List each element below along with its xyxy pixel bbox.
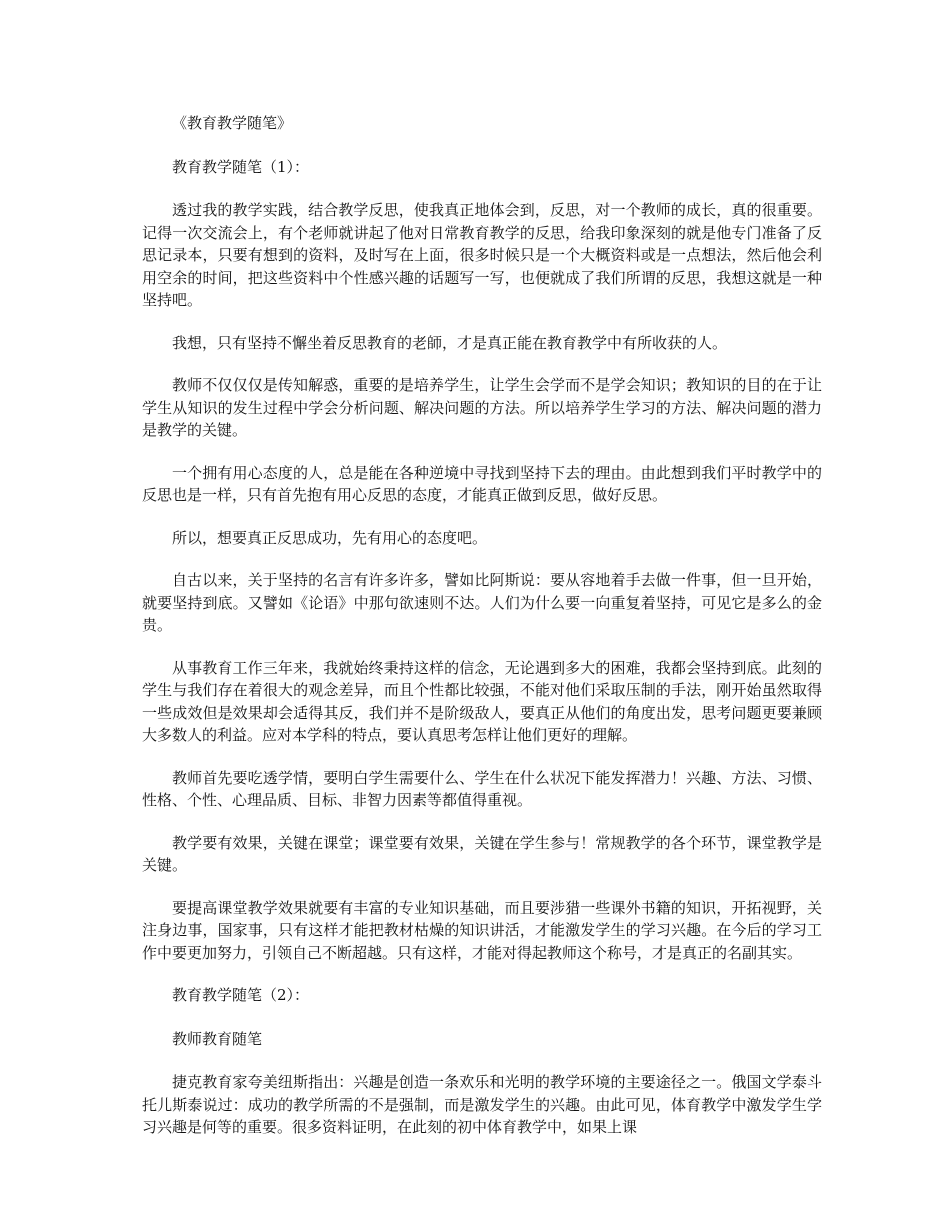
paragraph: 一个拥有用心态度的人，总是能在各种逆境中寻找到坚持下去的理由。由此想到我们平时教学中的反思也是一样，只有首先抱有用心反思的态度，才能真正做到反思，做好反思。 (142, 463, 822, 504)
document-page (142, 112, 822, 1159)
paragraph: 要提高课堂教学效果就要有丰富的专业知识基础，而且要涉猎一些课外书籍的知识，开拓视野，关注身边事，国家事，只有这样才能把教材枯燥的知识讲活，才能激发学生的学习兴趣。在今后的学习工作中要更加努力，引领自己不断超越。只有这样，才能对得起教师这个称号，才是真正的名副其实。 (142, 898, 822, 962)
section-1-heading: 教育教学随笔（1）： (172, 157, 310, 176)
paragraph: 教学要有效果，关键在课堂；课堂要有效果，关键在学生参与！常规教学的各个环节，课堂教学是关键。 (142, 833, 822, 874)
paragraph: 从事教育工作三年来，我就始终秉持这样的信念，无论遇到多大的困难，我都会坚持到底。此刻的学生与我们存在着很大的观念差异，而且个性都比较强，不能对他们采取压制的手法，刚开始虽然取得一些成效但是效果却会适得其反，我们并不是阶级敌人，要真正从他们的角度出发，思考问题更要兼顾大多数人的利益。应对本学科的特点，要认真思考怎样让他们更好的理解。 (142, 658, 822, 744)
paragraph: 我想，只有坚持不懈坐着反思教育的老師，才是真正能在教育教学中有所收获的人。 (172, 333, 728, 352)
paragraph: 透过我的教学实践，结合教学反思，使我真正地体会到，反思，对一个教师的成长，真的很重要。记得一次交流会上，有个老师就讲起了他对日常教育教学的反思，给我印象深刻的就是他专门准备了反思记录本，只要有想到的资料，及时写在上面，很多时候只是一个大概资料或是一点想法，然后他会利用空余的时间，把这些资料中个性感兴趣的话题写一写，也便就成了我们所谓的反思，我想这就是一种坚持吧。 (142, 201, 822, 309)
paragraph: 教师不仅仅仅是传知解惑，重要的是培养学生，让学生会学而不是学会知识；教知识的目的在于让学生从知识的发生过程中学会分析问题、解决问题的方法。所以培养学生学习的方法、解决问题的潜力是教学的关键。 (142, 376, 822, 439)
paragraph: 所以，想要真正反思成功，先有用心的态度吧。 (172, 528, 488, 547)
paragraph: 自古以来，关于坚持的名言有许多许多，譬如比阿斯说：要从容地着手去做一件事，但一旦开始，就要坚持到底。又譬如《论语》中那句欲速则不达。人们为什么要一向重复着坚持，可见它是多么的金贵。 (142, 571, 822, 634)
paragraph: 教师首先要吃透学情，要明白学生需要什么、学生在什么状况下能发挥潜力！兴趣、方法、习惯、性格、个性、心理品质、目标、非智力因素等都值得重视。 (142, 768, 822, 809)
paragraph: 捷克教育家夸美纽斯指出：兴趣是创造一条欢乐和光明的教学环境的主要途径之一。俄国文学泰斗托儿斯泰说过：成功的教学所需的不是强制，而是激发学生的兴趣。由此可见，体育教学中激发学生学习兴趣是何等的重要。很多资料证明，在此刻的初中体育教学中，如果上课 (142, 1073, 822, 1136)
section-2-heading: 教育教学随笔（2）： (172, 986, 310, 1004)
document-title: 《教育教学随笔》 (172, 114, 293, 132)
section-2-subtitle: 教师教育随笔 (172, 1029, 263, 1048)
